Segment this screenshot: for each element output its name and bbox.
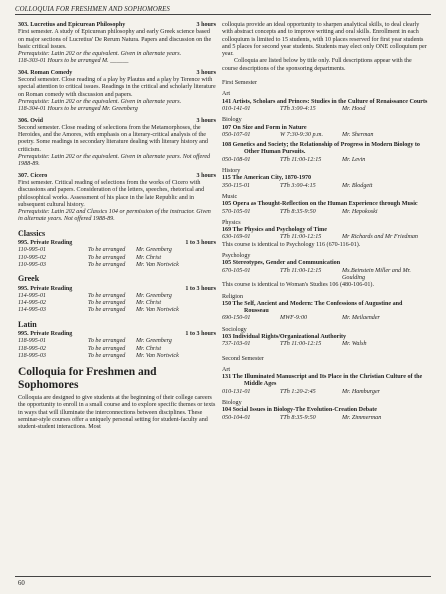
section-time: TTh 11:00-12:15 [280,341,322,348]
section-time: TTh 3:00-4:15 [280,182,316,189]
section-code: 670-105-01 [222,267,251,274]
course-303 [18,22,216,66]
course-description: Second semester. Close reading of selections from the Metamorphoses, the Heroides, and the Amores, with emphasis on a literary-critical analysis of the poetry. Some readings in secondary literature dealing with literary history and criticism. [18,124,208,153]
left-column [18,22,216,432]
colloquium-title: 169 The Physics and Psychology of Time [222,227,327,234]
course-prerequisite: Prerequisite: Latin 202 or the equivalent. Given in alternate years. Not offered 1988-89. [18,154,211,168]
section-instr: Mr. Hamburger [342,388,381,395]
section-row: 118-995-01 To be arranged Mr. Greenberg [18,338,172,345]
course-hours: 1 to 3 hours [185,285,216,292]
section-time: W 7:30-9:30 p.m. [280,131,323,138]
section-row: 114-995-02 To be arranged Mr. Christ [18,300,162,307]
section-time: TTh 8:35-9:50 [280,414,316,421]
department-label: History [222,168,241,175]
section-row [222,183,428,190]
section-row: 110-995-01 To be arranged Mr. Greenberg [18,247,172,254]
department-label: Music [222,193,238,200]
section-time: TTh 8:35-9:50 [280,208,316,215]
course-hours: 3 hours [196,69,216,76]
first-semester-list [222,91,428,348]
section-heading: Latin [18,319,37,329]
greek-section [18,275,216,314]
colloquium-entry [222,367,428,396]
department-label: Physics [222,219,241,226]
section-instr: Mr. Sherman [342,131,374,138]
section-row [222,234,428,241]
department-label: Psychology [222,253,251,260]
section-row [222,132,428,139]
section-code: 350-115-01 [222,182,250,189]
course-prerequisite: Prerequisite: Latin 202 and Classics 104 or permission of the instructor. Given in alternate years. Not offered 1988-89. [18,209,211,223]
section-code: 570-105-01 [222,208,251,215]
course-title: 306. Ovid [18,117,44,124]
colloquium-title: 105 Opera as Thought-Reflection on the Human Experience through Music [222,201,418,208]
course-note: This course is identical to Woman's Studies 106 (480-106-01). [222,282,374,289]
colloquium-entry [222,294,428,323]
semester-heading: First Semester [222,80,258,87]
colloquia-note: Colloquia are listed below by title only. Full descriptions appear with the course descriptions of the sponsoring departments. [222,58,412,72]
section-instr: Mr. Hepokoski [342,208,378,215]
colloquium-title: 108 Genetics and Society; the Relationship of Progress in Modern Biology to Other Human Pursuits. [222,142,420,156]
colloquium-entry [222,168,428,190]
section-row [222,315,428,322]
section-code: 010-131-01 [222,388,251,395]
colloquium-title: 107 On Size and Form in Nature [222,124,307,131]
course-prerequisite: Prerequisite: Latin 202 or the equivalent. Given in alternate years. [18,98,182,105]
course-title: 995. Private Reading [18,285,73,292]
section-row: 110-995-03 To be arranged Mr. Van Nortwick [18,261,179,268]
colloquium-title: 115 The American City, 1870-1970 [222,175,312,182]
second-semester-list [222,367,428,422]
section-heading: Classics [18,228,46,238]
department-label: Art [222,91,231,98]
section-heading: Greek [18,274,40,284]
section-code: 050-108-01 [222,156,251,163]
course-title: 995. Private Reading [18,330,73,337]
running-head: COLLOQUIA FOR FRESHMEN AND SOPHOMORES [15,6,431,15]
section-code: 050-107-01 [222,131,251,138]
colloquium-title: 131 The Illuminated Manuscript and Its Place in the Christian Culture of the Middle Ages [222,374,423,388]
section-instr: Mr. Hood [342,105,366,112]
course-hours: 3 hours [196,117,216,124]
section-row: 118-995-02 To be arranged Mr. Christ [18,345,162,352]
course-hours: 3 hours [196,172,216,179]
colloquia-intro: Colloquia are designed to give students at the beginning of their college careers the opportunity to enroll in a small course and to explore specific themes or texts in ways that will illuminate the interconnections between disciplines. These seminar-style courses offer a uniquely personal setting for student-faculty and student-student interactions. Most [18,395,216,431]
course-section: 118-303-01 Hours to be arranged M. ______ [18,58,129,65]
course-prerequisite: Prerequisite: Latin 202 or the equivalent. Given in alternate years. [18,51,182,58]
semester-heading: Second Semester [222,355,264,362]
latin-section [18,321,216,360]
colloquium-entry [222,400,428,422]
colloquium-title: 103 Individual Rights/Organizational Authority [222,333,347,340]
section-row [222,268,428,283]
section-time: TTh 1:20-2:45 [280,388,316,395]
section-time: TTh 11:00-12:15 [280,234,322,241]
section-instr: Mr. Levin [342,156,366,163]
course-hours: 3 hours [196,22,216,28]
section-code: 010-141-01 [222,105,251,112]
colloquia-section [18,366,216,431]
course-description: Second semester. Close reading of a play by Plautus and a play by Terence with special attention to critical issues. Readings in the critical and scholarly literature on Roman comedy with discussion and papers. [18,77,216,98]
department-label: Art [222,366,231,373]
section-instr: Mr. Blodgett [342,182,373,189]
course-description: First semester. Critical reading of selections from the works of Cicero with discussions and papers. Consideration of the letters, speeches, rhetorical and philosophical works. Assessment of his place in the late Republic and in subsequent cultural history. [18,179,205,208]
course-section: 118-304-01 Hours to be arranged Mr. Greenberg [18,106,138,113]
section-row: 114-995-01 To be arranged Mr. Greenberg [18,292,172,299]
course-note: This course is identical to Psychology 116 (670-116-01). [222,241,361,248]
section-time: TTh 11:00-12:15 [280,156,322,163]
page-number: 60 [18,580,25,587]
colloquium-entry [222,220,428,249]
colloquium-entry [222,117,428,139]
section-row: 118-995-03 To be arranged Mr. Van Nortwick [18,352,179,359]
course-hours: 1 to 3 hours [185,240,216,247]
section-row [222,157,428,164]
colloquium-entry [222,194,428,216]
colloquium-title: 105 Stereotypes, Gender and Communication [222,260,341,267]
course-title: 995. Private Reading [18,240,73,247]
section-row [222,415,428,422]
course-title: 307. Cicero [18,172,48,179]
section-row: 114-995-03 To be arranged Mr. Van Nortwick [18,307,179,314]
department-label: Sociology [222,326,247,333]
colloquium-title: 104 Social Issues in Biology-The Evolution-Creation Debate [222,407,377,414]
colloquium-title: 150 The Self, Ancient and Modern: The Confessions of Augustine and Rousseau [222,300,403,315]
course-hours: 1 to 3 hours [185,330,216,337]
colloquium-entry [222,327,428,349]
department-label: Biology [222,400,242,407]
section-code: 690-150-01 [222,315,251,322]
section-row [222,106,428,113]
section-code: 050-104-01 [222,414,251,421]
section-row: 110-995-02 To be arranged Mr. Christ [18,254,162,261]
section-code: 630-169-01 [222,234,251,241]
course-304 [18,70,216,114]
section-row [222,341,428,348]
section-row [222,209,428,216]
course-title: 304. Roman Comedy [18,69,73,76]
section-instr: Mr. Walsh [342,341,367,348]
section-time: MWF-9:00 [280,315,308,322]
footer-rule [15,576,431,577]
section-code: 737-103-01 [222,341,251,348]
section-row [222,389,428,396]
section-instr: Mr Richards and Mr Friedman [342,234,418,241]
section-instr: Mr. Zimmerman [342,414,382,421]
department-label: Biology [222,117,242,124]
section-instr: Mr. Meilaender [342,315,380,322]
colloquia-heading: Colloquia for Freshmen and Sophomores [18,366,157,391]
section-instr: Ms.Beinstein Miller and Mr. Goulding [342,267,411,281]
department-label: Religion [222,293,243,300]
classics-section [18,230,216,269]
section-time: TTh 3:00-4:15 [280,105,316,112]
course-306 [18,118,216,169]
course-description: First semester. A study of Epicurean philosophy and early Greek science based on major sections of Lucretius' De Rerum Natura. Papers and discussion on the basic critical issues. [18,29,212,50]
colloquium-entry [222,142,428,164]
right-column [222,22,428,425]
course-title: 303. Lucretius and Epicurean Philosophy [18,22,126,28]
colloquium-title: 141 Artists, Scholars and Princes: Studies in the Culture of Renaissance Courts [222,98,428,105]
course-307 [18,173,216,224]
colloquia-intro-continued: colloquia provide an ideal opportunity to sharpen analytical skills, to deal clearly with abstract concepts and to improve writing and oral skills. Enrollment in each colloquium is limited to 15 students, with 10 places reserved for first year students and 5 places for second year students. Students may elect only ONE colloquium per year. [222,22,427,58]
colloquium-entry [222,91,428,113]
colloquium-entry [222,253,428,289]
section-time: TTh 11:00-12:15 [280,267,322,274]
